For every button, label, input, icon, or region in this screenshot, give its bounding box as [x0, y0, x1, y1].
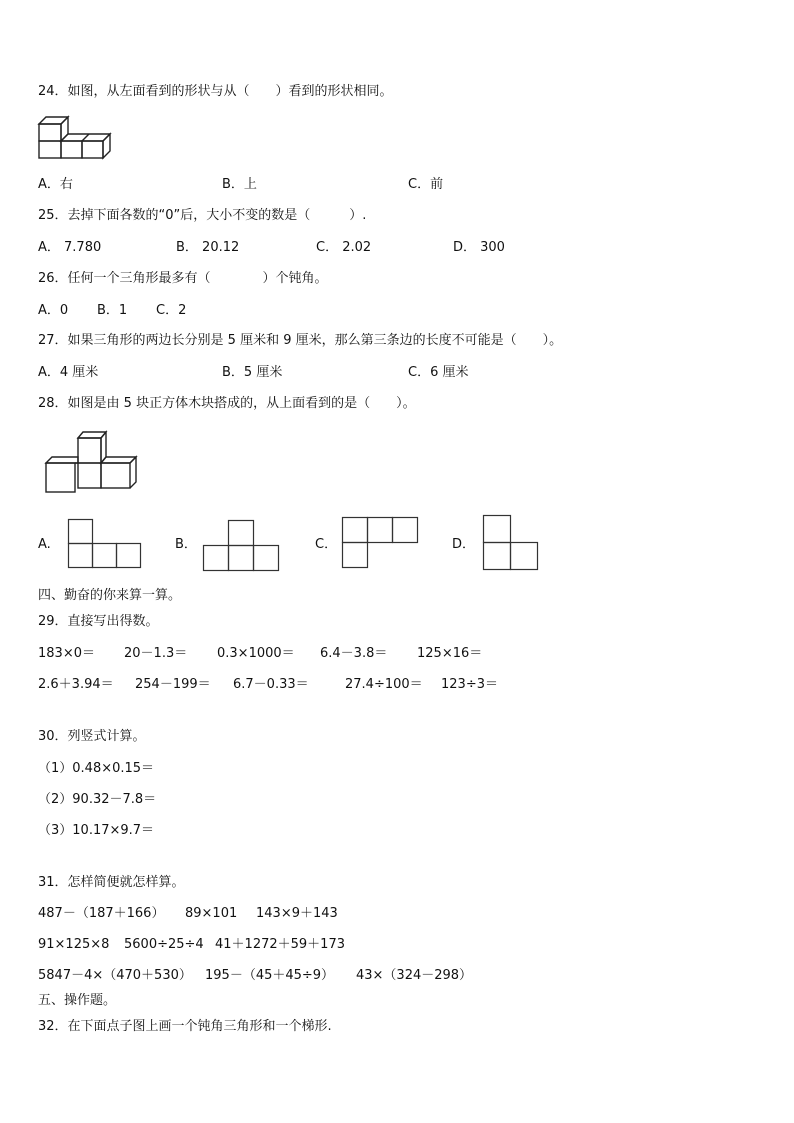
- q28-option-d-grid: [483, 515, 543, 573]
- q27-option-c[interactable]: C．6 厘米: [408, 365, 469, 380]
- q31-r2-c2: 5600÷25÷4: [124, 937, 204, 952]
- q29-r2-c4: 27.4÷100＝: [345, 677, 423, 692]
- q30-item-3: （3）10.17×9.7＝: [38, 823, 155, 838]
- q29-stem: 29．直接写出得数。: [38, 614, 159, 629]
- q29-r2-c3: 6.7－0.33＝: [233, 677, 309, 692]
- q29-r2-c5: 123÷3＝: [441, 677, 498, 692]
- q24-cube-figure: [36, 114, 116, 164]
- q28-option-b[interactable]: B．: [175, 537, 197, 552]
- q24-stem: 24．如图，从左面看到的形状与从（ ）看到的形状相同。: [38, 84, 393, 99]
- q25-option-b[interactable]: B． 20.12: [176, 240, 240, 255]
- q29-r2-c1: 2.6＋3.94＝: [38, 677, 114, 692]
- q29-r1-c3: 0.3×1000＝: [217, 646, 295, 661]
- q30-stem: 30．列竖式计算。: [38, 729, 146, 744]
- q25-option-a[interactable]: A． 7.780: [38, 240, 102, 255]
- q28-option-c[interactable]: C．: [315, 537, 338, 552]
- q29-r2-c2: 254－199＝: [135, 677, 211, 692]
- q29-r1-c5: 125×16＝: [417, 646, 483, 661]
- q31-stem: 31．怎样简便就怎样算。: [38, 875, 185, 890]
- q30-item-2: （2）90.32－7.8＝: [38, 792, 157, 807]
- q27-option-a[interactable]: A．4 厘米: [38, 365, 99, 380]
- q27-stem: 27．如果三角形的两边长分别是 5 厘米和 9 厘米，那么第三条边的长度不可能是（ ）。: [38, 333, 563, 348]
- q29-r1-c4: 6.4－3.8＝: [320, 646, 388, 661]
- q25-option-d[interactable]: D． 300: [453, 240, 505, 255]
- q26-option-a[interactable]: A．0: [38, 303, 69, 318]
- q31-r2-c3: 41＋1272＋59＋173: [215, 937, 345, 952]
- q28-stem: 28．如图是由 5 块正方体木块搭成的，从上面看到的是（ ）。: [38, 396, 416, 411]
- q31-r1-c2: 89×101: [185, 906, 238, 921]
- q28-option-a[interactable]: A.: [38, 537, 51, 552]
- q31-r1-c1: 487－（187＋166）: [38, 906, 165, 921]
- q26-stem: 26．任何一个三角形最多有（ ）个钝角。: [38, 271, 328, 286]
- q31-r1-c3: 143×9＋143: [256, 906, 338, 921]
- q30-item-1: （1）0.48×0.15＝: [38, 761, 155, 776]
- q24-option-c[interactable]: C．前: [408, 177, 444, 192]
- section-5-title: 五、操作题。: [38, 993, 117, 1008]
- q28-option-a-grid: [68, 519, 144, 571]
- q32-stem: 32．在下面点子图上画一个钝角三角形和一个梯形.: [38, 1019, 332, 1034]
- q24-option-a[interactable]: A．右: [38, 177, 73, 192]
- q28-option-b-grid: [203, 520, 283, 572]
- q25-option-c[interactable]: C． 2.02: [316, 240, 372, 255]
- q26-option-c[interactable]: C．2: [156, 303, 187, 318]
- q28-option-d[interactable]: D．: [452, 537, 476, 552]
- q28-option-c-grid: [342, 517, 422, 571]
- q29-r1-c2: 20－1.3＝: [124, 646, 188, 661]
- q27-option-b[interactable]: B．5 厘米: [222, 365, 283, 380]
- q29-r1-c1: 183×0＝: [38, 646, 95, 661]
- q31-r3-c1: 5847－4×（470＋530）: [38, 968, 192, 983]
- q26-option-b[interactable]: B．1: [97, 303, 128, 318]
- q31-r3-c2: 195－（45＋45÷9）: [205, 968, 335, 983]
- q31-r3-c3: 43×（324－298）: [356, 968, 473, 983]
- q31-r2-c1: 91×125×8: [38, 937, 110, 952]
- q28-cube-figure: [44, 430, 144, 500]
- section-4-title: 四、勤奋的你来算一算。: [38, 588, 182, 603]
- q25-stem: 25．去掉下面各数的“0”后，大小不变的数是（ ）.: [38, 208, 367, 223]
- q24-option-b[interactable]: B．上: [222, 177, 257, 192]
